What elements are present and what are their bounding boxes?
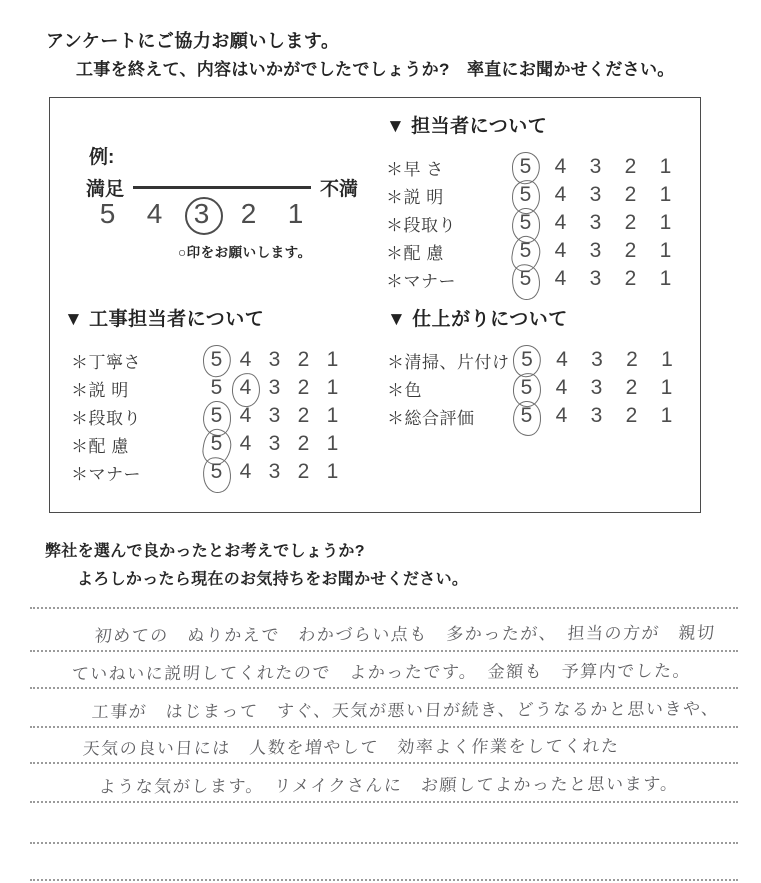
handwriting-line: 工事が はじまって すぐ、天気が悪い日が続き、どうなるかと思いきや、	[91, 699, 721, 722]
rating-option-4: 4	[239, 404, 252, 427]
rating-option-2: 2	[297, 376, 310, 399]
rating-row	[386, 181, 683, 209]
rating-label: ＊説 明	[386, 187, 444, 207]
rating-label: ＊丁寧さ	[71, 352, 141, 372]
free-response-prompt-1: 弊社を選んで良かったとお考えでしょうか?	[45, 543, 365, 560]
rating-option-2: 2	[626, 348, 638, 371]
section-title: ▼ 担当者について	[386, 116, 548, 137]
rating-option-2: 2	[625, 404, 638, 427]
rating-label: ＊マナー	[386, 271, 456, 291]
example-option-3: 3	[178, 194, 225, 234]
rating-option-4: 4	[239, 348, 252, 371]
rating-option-1: 1	[660, 376, 673, 399]
example-option-5: 5	[99, 198, 116, 229]
rating-option-1: 1	[326, 432, 339, 455]
rating-label: ＊清掃、片付け	[387, 352, 510, 372]
rating-label: ＊説 明	[71, 380, 129, 400]
handwriting-line: ていねいに説明してくれたので よかったです。 金額も 予算内でした。	[71, 661, 692, 684]
rating-option-2: 2	[624, 211, 637, 234]
rating-option-3: 3	[591, 348, 603, 371]
rating-option-2: 2	[624, 155, 637, 178]
rating-option-2: 2	[297, 460, 310, 483]
rating-option-4: 4	[554, 211, 567, 234]
rating-option-3: 3	[268, 432, 281, 455]
handwriting-line: ような気がします。 リメイクさんに お願してよかったと思います。	[98, 774, 680, 797]
dotted-line	[30, 607, 738, 609]
dotted-line	[30, 687, 738, 689]
rating-row	[71, 346, 347, 374]
section-kouji-tantousha	[64, 308, 347, 486]
rating-option-1: 1	[326, 404, 339, 427]
rating-row	[387, 346, 685, 374]
rating-label: ＊配 慮	[71, 436, 129, 456]
rating-row	[386, 265, 683, 293]
rating-box	[49, 97, 701, 513]
rating-option-1: 1	[659, 155, 672, 178]
rating-option-5: 5	[202, 346, 231, 374]
rating-option-2: 2	[297, 348, 310, 371]
rating-row	[71, 402, 347, 430]
dotted-line	[30, 879, 738, 881]
rating-option-4: 4	[239, 460, 252, 483]
rating-option-5: 5	[210, 376, 223, 399]
rating-row	[386, 209, 683, 237]
rating-option-3: 3	[268, 376, 281, 399]
rating-option-3: 3	[268, 404, 281, 427]
rating-label: ＊段取り	[386, 215, 456, 235]
rating-option-1: 1	[659, 239, 672, 262]
rating-option-2: 2	[297, 404, 310, 427]
rating-label: ＊色	[387, 380, 422, 400]
page-title: アンケートにご協力お願いします。	[46, 31, 340, 51]
section-tantousha	[386, 115, 683, 293]
rating-option-3: 3	[590, 404, 603, 427]
free-response-prompt-2: よろしかったら現在のお気持ちをお聞かせください。	[77, 571, 469, 588]
rating-option-4: 4	[555, 376, 568, 399]
rating-option-5: 5	[202, 430, 231, 458]
rating-option-5: 5	[509, 402, 544, 430]
rating-option-2: 2	[624, 239, 637, 262]
dotted-line	[30, 726, 738, 728]
rating-row	[386, 237, 683, 265]
rating-option-4: 4	[555, 404, 568, 427]
rating-option-2: 2	[297, 432, 310, 455]
rating-label: ＊総合評価	[387, 408, 475, 428]
circle-instruction: ○印をお願いします。	[178, 245, 312, 260]
rating-option-2: 2	[624, 267, 637, 290]
dotted-line	[30, 762, 738, 764]
rating-option-5: 5	[508, 209, 543, 237]
rating-option-4: 4	[554, 239, 567, 262]
handwriting-line: 天気の良い日には 人数を増やして 効率よく作業をしてくれた	[82, 736, 621, 759]
rating-option-4: 4	[554, 155, 567, 178]
rating-option-5: 5	[508, 265, 543, 293]
rating-option-2: 2	[624, 183, 637, 206]
rating-label: ＊マナー	[71, 464, 141, 484]
rating-option-3: 3	[590, 376, 603, 399]
rating-option-5: 5	[508, 153, 543, 181]
rating-option-4: 4	[554, 267, 567, 290]
rating-row	[386, 153, 683, 181]
rating-option-1: 1	[659, 211, 672, 234]
rating-option-1: 1	[661, 348, 673, 371]
rating-option-4: 4	[239, 432, 252, 455]
rating-option-1: 1	[660, 404, 673, 427]
rating-option-1: 1	[659, 267, 672, 290]
dotted-line	[30, 842, 738, 844]
rating-row	[71, 374, 347, 402]
rating-option-5: 5	[202, 402, 231, 430]
rating-option-1: 1	[659, 183, 672, 206]
dotted-line	[30, 801, 738, 803]
section-title: ▼ 工事担当者について	[64, 309, 265, 330]
dissatisfied-anchor: 不満	[319, 179, 358, 200]
scale-line	[133, 186, 311, 189]
rating-option-5: 5	[510, 346, 545, 374]
rating-option-5: 5	[509, 374, 544, 402]
survey-intro: 工事を終えて、内容はいかがでしたでしょうか? 率直にお聞かせください。	[76, 60, 675, 79]
rating-option-3: 3	[589, 239, 602, 262]
rating-option-1: 1	[326, 348, 339, 371]
rating-option-5: 5	[508, 181, 543, 209]
example-option-4: 4	[146, 198, 163, 229]
example-label: 例:	[89, 147, 115, 168]
rating-label: ＊段取り	[71, 408, 141, 428]
section-title: ▼ 仕上がりについて	[387, 309, 568, 330]
example-option-2: 2	[240, 198, 257, 229]
rating-option-4: 4	[556, 348, 568, 371]
rating-option-3: 3	[589, 211, 602, 234]
rating-option-5: 5	[508, 237, 543, 265]
rating-option-3: 3	[589, 155, 602, 178]
rating-option-1: 1	[326, 460, 339, 483]
section-shiagari	[387, 308, 685, 430]
rating-option-4: 4	[554, 183, 567, 206]
rating-label: ＊早 さ	[386, 159, 444, 179]
rating-option-3: 3	[589, 267, 602, 290]
example-option-1: 1	[287, 198, 304, 229]
rating-row	[71, 430, 347, 458]
handwriting-line: 初めての ぬりかえで わかづらい点も 多かったが、 担当の方が 親切	[94, 623, 717, 646]
satisfied-anchor: 満足	[86, 179, 125, 200]
rating-option-4: 4	[231, 374, 260, 402]
rating-option-3: 3	[268, 460, 281, 483]
rating-option-3: 3	[589, 183, 602, 206]
rating-option-2: 2	[625, 376, 638, 399]
rating-row	[387, 374, 685, 402]
rating-row	[71, 458, 347, 486]
dotted-line	[30, 650, 738, 652]
rating-row	[387, 402, 685, 430]
rating-label: ＊配 慮	[386, 243, 444, 263]
example-scale	[84, 194, 319, 234]
rating-option-3: 3	[268, 348, 281, 371]
rating-option-1: 1	[326, 376, 339, 399]
rating-option-5: 5	[202, 458, 231, 486]
